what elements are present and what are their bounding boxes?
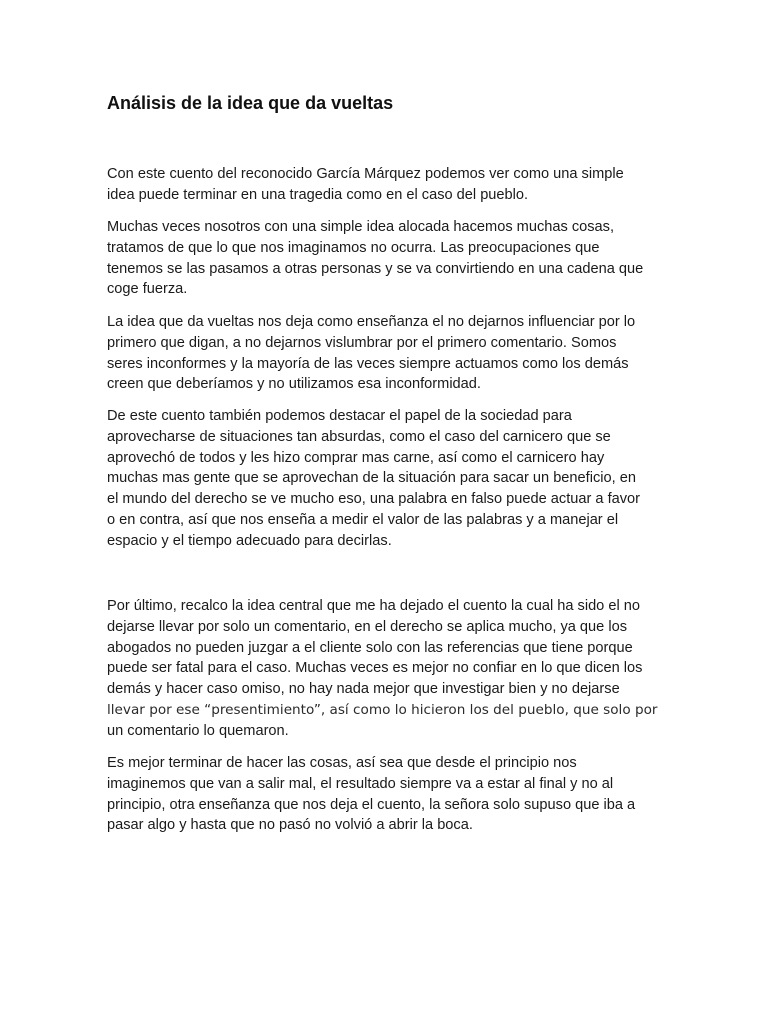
paragraph-line: el mundo del derecho se ve mucho eso, una palabra en falso puede actuar a favor	[107, 491, 641, 508]
paragraph-2	[107, 217, 667, 300]
paragraph-line: De este cuento también podemos destacar el papel de la sociedad para	[107, 408, 572, 424]
document-title: Análisis de la idea que da vueltas	[107, 93, 394, 113]
paragraph-line: coge fuerza.	[107, 281, 188, 298]
paragraph-line: aprovecharse de situaciones tan absurdas, como el caso del carnicero que se	[107, 428, 611, 445]
paragraph-line: Es mejor terminar de hacer las cosas, así sea que desde el principio nos	[107, 755, 577, 771]
paragraph-3	[107, 312, 667, 395]
paragraph-line: imaginemos que van a salir mal, el resultado siempre va a estar al final y no al	[107, 775, 614, 792]
paragraph-line: Muchas veces nosotros con una simple idea alocada hacemos muchas cosas,	[107, 219, 614, 235]
paragraph-line: tratamos de que lo que nos imaginamos no ocurra. Las preocupaciones que	[107, 239, 600, 256]
paragraph-line: tenemos se las pasamos a otras personas y se va convirtiendo en una cadena que	[107, 260, 644, 277]
paragraph-6	[107, 753, 667, 836]
paragraph-line: llevar por ese “presentimiento”, así como lo hicieron los del pueblo, que solo por	[107, 701, 658, 718]
paragraph-line: principio, otra enseñanza que nos deja el cuento, la señora solo supuso que iba a	[107, 796, 636, 813]
paragraph-line: dejarse llevar por solo un comentario, en el derecho se aplica mucho, ya que los	[107, 618, 627, 635]
paragraph-line: espacio y el tiempo adecuado para decirlas.	[107, 532, 392, 549]
paragraph-1	[107, 164, 667, 206]
paragraph-line: Por último, recalco la idea central que me ha dejado el cuento la cual ha sido el no	[107, 598, 640, 614]
paragraph-line: La idea que da vueltas nos deja como enseñanza el no dejarnos influenciar por lo	[107, 314, 636, 330]
paragraph-line: demás y hacer caso omiso, no hay nada mejor que investigar bien y no dejarse	[107, 681, 620, 698]
paragraph-line: creen que deberíamos y no utilizamos esa inconformidad.	[107, 376, 481, 393]
paragraph-line: idea puede terminar en una tragedia como en el caso del pueblo.	[107, 186, 529, 203]
paragraph-line: un comentario lo quemaron.	[107, 722, 289, 739]
paragraph-5	[107, 596, 667, 742]
paragraph-line: abogados no pueden juzgar a el cliente solo con las referencias que tiene porque	[107, 639, 633, 656]
paragraph-line: primero que digan, a no dejarnos vislumbrar por el primero comentario. Somos	[107, 334, 617, 351]
paragraph-line: aprovechó de todos y les hizo comprar mas carne, así como el carnicero hay	[107, 449, 605, 466]
paragraph-line: pasar algo y hasta que no pasó no volvió a abrir la boca.	[107, 817, 473, 834]
paragraph-line: seres inconformes y la mayoría de las veces siempre actuamos como los demás	[107, 355, 629, 372]
paragraph-line: o en contra, así que nos enseña a medir el valor de las palabras y a manejar el	[107, 511, 619, 528]
paragraph-line: muchas mas gente que se aprovechan de la situación para sacar un beneficio, en	[107, 470, 636, 487]
paragraph-4	[107, 406, 667, 552]
paragraph-line: Con este cuento del reconocido García Márquez podemos ver como una simple	[107, 166, 624, 182]
paragraph-line: puede ser fatal para el caso. Muchas veces es mejor no confiar en lo que dicen los	[107, 660, 643, 677]
